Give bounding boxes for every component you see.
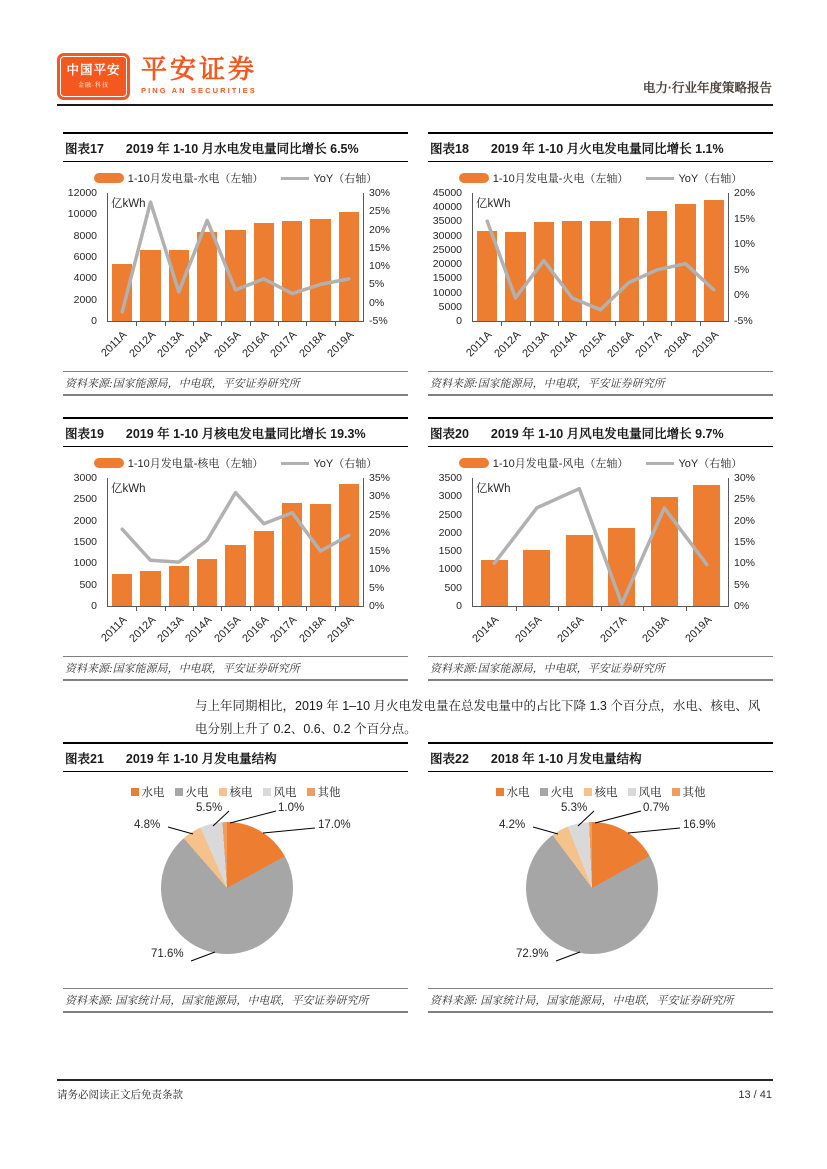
x-axis-category-label: 2015A bbox=[577, 329, 608, 360]
right-axis-tick-label: 30% bbox=[369, 490, 391, 503]
right-axis-tick-label: 10% bbox=[734, 557, 756, 570]
bar-series-swatch bbox=[459, 458, 489, 468]
pie-label-thermal: 71.6% bbox=[151, 948, 184, 960]
right-axis-tick-label: 20% bbox=[734, 187, 756, 199]
left-axis-tick-label: 2000 bbox=[73, 514, 97, 527]
logo-subtext: 金融·科技 bbox=[78, 82, 109, 89]
bar-line-chart bbox=[63, 162, 408, 371]
yoy-line bbox=[473, 193, 728, 321]
x-axis-category-label: 2018A bbox=[662, 329, 693, 360]
right-axis-tick-label: 10% bbox=[369, 260, 391, 273]
legend-label: 1-10月发电量-火电（左轴） bbox=[492, 173, 629, 185]
left-axis-tick-label: 10000 bbox=[432, 286, 462, 299]
page-number: 13 / 41 bbox=[738, 1088, 772, 1101]
axis-tick bbox=[250, 606, 251, 611]
figure-title-text: 2019 年 1-10 月风电发电量同比增长 9.7% bbox=[490, 427, 724, 441]
left-axis-tick-label: 2500 bbox=[438, 508, 462, 521]
left-axis-tick-label: 0 bbox=[91, 315, 97, 327]
left-axis-labels bbox=[428, 187, 466, 327]
axis-tick bbox=[530, 321, 531, 326]
x-axis-category-label: 2012A bbox=[492, 329, 523, 360]
pie-label-nuclear: 4.2% bbox=[499, 819, 526, 831]
figure-18 bbox=[428, 132, 773, 396]
x-axis-category-label: 2011A bbox=[99, 614, 130, 645]
footer-disclaimer: 请务必阅读正文后免责条款 bbox=[57, 1089, 183, 1101]
left-axis-labels bbox=[428, 472, 466, 612]
chart-legend bbox=[428, 455, 773, 471]
right-axis-tick-label: 35% bbox=[369, 472, 391, 484]
figure-22 bbox=[428, 742, 773, 1013]
report-type-label: 电力·行业年度策略报告 bbox=[642, 81, 772, 95]
x-axis-category-label: 2018A bbox=[297, 329, 328, 360]
axis-tick bbox=[558, 321, 559, 326]
legend-label: 1-10月发电量-核电（左轴） bbox=[127, 458, 264, 470]
figure-title-text: 2019 年 1-10 月发电量结构 bbox=[125, 752, 277, 766]
pingan-logo bbox=[57, 53, 130, 100]
pie-label-other: 0.7% bbox=[643, 802, 670, 814]
axis-unit-label: 亿kWh bbox=[476, 198, 511, 210]
right-axis-tick-label: 20% bbox=[369, 526, 391, 539]
axis-tick bbox=[278, 606, 279, 611]
logo-text: 中国平安 bbox=[66, 63, 121, 78]
right-axis-tick-label: 0% bbox=[734, 289, 750, 302]
x-axis-category-label: 2019A bbox=[325, 329, 357, 360]
figure-number: 图表18 bbox=[430, 142, 469, 156]
right-axis-tick-label: 15% bbox=[369, 545, 391, 558]
left-axis-tick-label: 25000 bbox=[432, 243, 462, 256]
body-paragraph: 与上年同期相比，2019 年 1–10 月火电发电量在总发电量中的占比下降 1.3 个百分点，水电、核电、风电分别上升了 0.2、0.6、0.2 个百分点。 bbox=[195, 698, 761, 736]
source-note: 资料来源:国家能源局，中电联，平安证券研究所 bbox=[428, 656, 773, 681]
right-axis-labels bbox=[365, 187, 409, 327]
x-axis-category-label: 2017A bbox=[598, 614, 630, 645]
axis-tick bbox=[165, 606, 166, 611]
figure-title-text: 2019 年 1-10 月水电发电量同比增长 6.5% bbox=[125, 142, 359, 156]
legend-label: YoY（右轴） bbox=[313, 173, 378, 185]
bar-line-chart bbox=[428, 447, 773, 656]
x-axis-category-label: 2014A bbox=[548, 329, 580, 360]
x-axis-category-label: 2014A bbox=[183, 614, 215, 645]
right-axis-tick-label: 5% bbox=[369, 278, 385, 291]
legend-label: 1-10月发电量-水电（左轴） bbox=[127, 173, 264, 185]
legend-label: YoY（右轴） bbox=[678, 458, 743, 470]
legend-label: YoY（右轴） bbox=[313, 458, 378, 470]
x-axis-category-label: 2017A bbox=[633, 329, 665, 360]
source-note: 资料来源:国家能源局，中电联，平安证券研究所 bbox=[428, 371, 773, 396]
figure-title-text: 2019 年 1-10 月核电发电量同比增长 19.3% bbox=[125, 427, 366, 441]
plot-area bbox=[472, 478, 729, 607]
x-axis-category-label: 2013A bbox=[520, 329, 552, 360]
right-axis-tick-label: 20% bbox=[734, 514, 756, 527]
left-axis-tick-label: 30000 bbox=[432, 229, 462, 242]
left-axis-tick-label: 20000 bbox=[432, 258, 462, 271]
figure-title bbox=[428, 132, 773, 162]
figure-21 bbox=[63, 742, 408, 1013]
x-axis-category-label: 2012A bbox=[127, 329, 158, 360]
axis-tick bbox=[221, 606, 222, 611]
figure-title bbox=[63, 132, 408, 162]
x-axis-labels bbox=[99, 612, 362, 656]
legend-label: 核电 bbox=[229, 787, 253, 799]
right-axis-tick-label: 25% bbox=[369, 205, 391, 218]
right-axis-tick-label: 5% bbox=[734, 263, 750, 276]
axis-tick bbox=[221, 321, 222, 326]
right-axis-tick-label: 15% bbox=[369, 241, 391, 254]
x-axis-category-label: 2015A bbox=[513, 614, 545, 645]
left-axis-tick-label: 3000 bbox=[73, 472, 97, 484]
x-axis-category-label: 2012A bbox=[127, 614, 158, 645]
left-axis-tick-label: 0 bbox=[456, 315, 462, 327]
x-axis-labels bbox=[472, 612, 727, 656]
right-axis-labels bbox=[730, 472, 774, 612]
x-axis-category-label: 2019A bbox=[690, 329, 722, 360]
x-axis-category-label: 2014A bbox=[470, 614, 502, 645]
figure-title-text: 2019 年 1-10 月火电发电量同比增长 1.1% bbox=[490, 142, 724, 156]
axis-tick bbox=[193, 321, 194, 326]
axis-tick bbox=[278, 321, 279, 326]
x-axis-category-label: 2017A bbox=[268, 614, 300, 645]
legend-label: 水电 bbox=[506, 787, 530, 799]
left-axis-tick-label: 1000 bbox=[73, 557, 97, 570]
axis-unit-label: 亿kWh bbox=[476, 483, 511, 495]
figure-20 bbox=[428, 417, 773, 681]
right-axis-tick-label: 20% bbox=[369, 223, 391, 236]
plot-area bbox=[472, 193, 729, 322]
right-axis-tick-label: 25% bbox=[734, 493, 756, 506]
legend-label: 其他 bbox=[317, 787, 341, 799]
left-axis-tick-label: 12000 bbox=[67, 187, 97, 199]
left-axis-tick-label: 500 bbox=[79, 578, 97, 591]
x-axis-category-label: 2014A bbox=[183, 329, 215, 360]
left-axis-tick-label: 1500 bbox=[73, 536, 97, 548]
pie-label-other: 1.0% bbox=[278, 802, 305, 814]
left-axis-tick-label: 10000 bbox=[67, 208, 97, 221]
axis-tick bbox=[136, 606, 137, 611]
leader-lines bbox=[63, 772, 408, 988]
chart-legend bbox=[428, 170, 773, 186]
plot-area bbox=[107, 193, 364, 322]
plot-area bbox=[107, 478, 364, 607]
left-axis-labels bbox=[63, 187, 101, 327]
left-axis-tick-label: 1000 bbox=[438, 563, 462, 576]
x-axis-category-label: 2016A bbox=[240, 614, 272, 645]
left-axis-tick-label: 2500 bbox=[73, 493, 97, 506]
legend-label: 1-10月发电量-风电（左轴） bbox=[492, 458, 629, 470]
bar-line-chart bbox=[63, 447, 408, 656]
x-axis-category-label: 2016A bbox=[605, 329, 637, 360]
right-axis-tick-label: 0% bbox=[369, 600, 385, 612]
left-axis-tick-label: 45000 bbox=[432, 187, 462, 199]
x-axis-category-label: 2016A bbox=[240, 329, 272, 360]
legend-label: 火电 bbox=[550, 787, 574, 799]
chart-legend bbox=[63, 170, 408, 186]
left-axis-tick-label: 1500 bbox=[438, 545, 462, 558]
leader-lines bbox=[428, 772, 773, 988]
axis-tick bbox=[306, 606, 307, 611]
figure-number: 图表21 bbox=[65, 752, 104, 766]
figure-number: 图表19 bbox=[65, 427, 104, 441]
left-axis-tick-label: 15000 bbox=[432, 272, 462, 285]
x-axis-category-label: 2018A bbox=[297, 614, 328, 645]
footer bbox=[57, 1087, 772, 1102]
line-series-swatch bbox=[646, 462, 674, 465]
yoy-line bbox=[473, 478, 728, 606]
right-axis-tick-label: 5% bbox=[734, 578, 750, 591]
axis-tick bbox=[516, 606, 517, 611]
left-axis-tick-label: 8000 bbox=[73, 229, 97, 242]
figure-number: 图表20 bbox=[430, 427, 469, 441]
yoy-line bbox=[108, 193, 363, 321]
x-axis-category-label: 2011A bbox=[99, 329, 130, 360]
pie-label-hydro: 16.9% bbox=[683, 819, 716, 831]
pie-label-hydro: 17.0% bbox=[318, 819, 351, 831]
axis-tick bbox=[643, 606, 644, 611]
right-axis-labels bbox=[365, 472, 409, 612]
legend-label: 火电 bbox=[185, 787, 209, 799]
axis-tick bbox=[643, 321, 644, 326]
left-axis-tick-label: 5000 bbox=[438, 300, 462, 313]
left-axis-tick-label: 0 bbox=[91, 600, 97, 612]
bar-series-swatch bbox=[94, 458, 124, 468]
figure-title bbox=[63, 417, 408, 447]
bar-series-swatch bbox=[94, 173, 124, 183]
left-axis-tick-label: 3000 bbox=[438, 490, 462, 503]
figure-title bbox=[428, 742, 773, 772]
x-axis-category-label: 2015A bbox=[212, 614, 243, 645]
right-axis-tick-label: 15% bbox=[734, 536, 756, 548]
axis-tick bbox=[700, 321, 701, 326]
right-axis-tick-label: 10% bbox=[369, 563, 391, 576]
line-series-swatch bbox=[646, 177, 674, 180]
source-note: 资料来源: 国家统计局，国家能源局，中电联，平安证券研究所 bbox=[63, 988, 408, 1013]
yoy-line bbox=[108, 478, 363, 606]
right-axis-tick-label: 10% bbox=[734, 238, 756, 251]
right-axis-labels bbox=[730, 187, 774, 327]
axis-tick bbox=[250, 321, 251, 326]
pie-label-wind: 5.3% bbox=[561, 802, 588, 814]
figure-number: 图表17 bbox=[65, 142, 104, 156]
left-axis-tick-label: 6000 bbox=[73, 251, 97, 263]
source-note: 资料来源: 国家统计局，国家能源局，中电联，平安证券研究所 bbox=[428, 988, 773, 1013]
pingan-logo-inner bbox=[60, 56, 127, 97]
figure-17 bbox=[63, 132, 408, 396]
brand-block bbox=[141, 56, 257, 95]
right-axis-tick-label: 0% bbox=[734, 600, 750, 612]
legend-label: 风电 bbox=[273, 787, 297, 799]
x-axis-category-label: 2013A bbox=[155, 329, 187, 360]
left-axis-tick-label: 500 bbox=[444, 581, 462, 594]
pie-chart bbox=[428, 772, 773, 988]
right-axis-tick-label: 25% bbox=[369, 508, 391, 521]
figure-number: 图表22 bbox=[430, 752, 469, 766]
x-axis-category-label: 2018A bbox=[640, 614, 672, 645]
legend-label: 其他 bbox=[682, 787, 706, 799]
pie-chart bbox=[63, 772, 408, 988]
axis-tick bbox=[686, 606, 687, 611]
left-axis-tick-label: 0 bbox=[456, 600, 462, 612]
figure-title bbox=[63, 742, 408, 772]
figure-title bbox=[428, 417, 773, 447]
brand-name-en: PING AN SECURITIES bbox=[141, 86, 257, 95]
x-axis-category-label: 2015A bbox=[212, 329, 243, 360]
left-axis-tick-label: 3500 bbox=[438, 472, 462, 484]
axis-tick bbox=[193, 606, 194, 611]
left-axis-tick-label: 40000 bbox=[432, 201, 462, 214]
axis-tick bbox=[306, 321, 307, 326]
pie-label-thermal: 72.9% bbox=[516, 948, 549, 960]
pie-label-wind: 5.5% bbox=[196, 802, 223, 814]
x-axis-category-label: 2011A bbox=[464, 329, 495, 360]
right-axis-tick-label: 15% bbox=[734, 212, 756, 225]
line-series-swatch bbox=[281, 462, 309, 465]
bar-series-swatch bbox=[459, 173, 489, 183]
axis-tick bbox=[335, 606, 336, 611]
source-note: 资料来源:国家能源局，中电联，平安证券研究所 bbox=[63, 656, 408, 681]
axis-tick bbox=[501, 321, 502, 326]
right-axis-tick-label: 30% bbox=[734, 472, 756, 484]
axis-tick bbox=[136, 321, 137, 326]
axis-tick bbox=[615, 321, 616, 326]
axis-tick bbox=[558, 606, 559, 611]
source-note: 资料来源:国家能源局，中电联，平安证券研究所 bbox=[63, 371, 408, 396]
left-axis-tick-label: 2000 bbox=[73, 293, 97, 306]
right-axis-tick-label: -5% bbox=[734, 315, 753, 327]
left-axis-tick-label: 35000 bbox=[432, 215, 462, 228]
brand-name: 平安证券 bbox=[141, 54, 258, 84]
bar-line-chart bbox=[428, 162, 773, 371]
chart-legend bbox=[63, 455, 408, 471]
right-axis-tick-label: 30% bbox=[369, 187, 391, 199]
axis-unit-label: 亿kWh bbox=[111, 198, 146, 210]
axis-tick bbox=[671, 321, 672, 326]
axis-tick bbox=[601, 606, 602, 611]
x-axis-category-label: 2013A bbox=[155, 614, 187, 645]
right-axis-tick-label: 5% bbox=[369, 581, 385, 594]
pie-label-nuclear: 4.8% bbox=[134, 819, 161, 831]
x-axis-labels bbox=[99, 327, 362, 371]
x-axis-category-label: 2019A bbox=[325, 614, 357, 645]
line-series-swatch bbox=[281, 177, 309, 180]
x-axis-labels bbox=[464, 327, 727, 371]
axis-unit-label: 亿kWh bbox=[111, 483, 146, 495]
left-axis-labels bbox=[63, 472, 101, 612]
legend-label: 水电 bbox=[141, 787, 165, 799]
right-axis-tick-label: 0% bbox=[369, 296, 385, 309]
header-divider bbox=[57, 104, 773, 106]
legend-label: YoY（右轴） bbox=[678, 173, 743, 185]
legend-label: 风电 bbox=[638, 787, 662, 799]
x-axis-category-label: 2017A bbox=[268, 329, 300, 360]
left-axis-tick-label: 2000 bbox=[438, 526, 462, 539]
x-axis-category-label: 2016A bbox=[555, 614, 587, 645]
axis-tick bbox=[586, 321, 587, 326]
left-axis-tick-label: 4000 bbox=[73, 272, 97, 285]
axis-tick bbox=[335, 321, 336, 326]
right-axis-tick-label: -5% bbox=[369, 315, 388, 327]
figure-title-text: 2018 年 1-10 月发电量结构 bbox=[490, 752, 642, 766]
legend-label: 核电 bbox=[594, 787, 618, 799]
footer-divider bbox=[57, 1079, 773, 1081]
axis-tick bbox=[165, 321, 166, 326]
figure-19 bbox=[63, 417, 408, 681]
x-axis-category-label: 2019A bbox=[683, 614, 715, 645]
